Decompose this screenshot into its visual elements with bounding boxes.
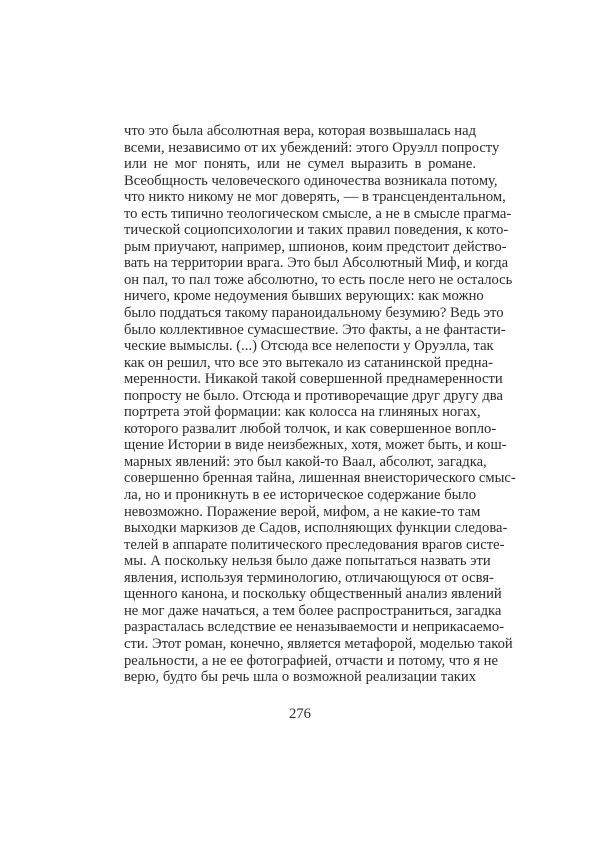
text-line: вать на территории врага. Это был Абсолютный Миф, и когда — [124, 255, 509, 272]
text-line: выходки маркизов де Садов, исполняющих функции следова- — [124, 520, 508, 537]
text-line: которого развалит любой толчок, и как совершенное вопло- — [124, 420, 497, 437]
text-line: марных явлений: это был какой-то Ваал, абсолют, загадка, — [124, 453, 487, 470]
text-line: попросту не было. Отсюда и противоречащие друг другу два — [124, 387, 503, 404]
text-line: разрасталась вследствие ее неназываемости и неприкасаемо- — [124, 619, 505, 636]
text-line: Всеобщность человеческого одиночества возникала потому, — [124, 172, 498, 189]
text-line: меренности. Никакой такой совершенной преднамеренности — [124, 371, 503, 388]
text-line: невозможно. Поражение верой, мифом, а не какие-то там — [124, 503, 481, 520]
text-line: что это была абсолютная вера, которая возвышалась над — [124, 123, 476, 139]
text-line: как он решил, что все это вытекало из сатанинской предна- — [124, 354, 493, 371]
text-line: не мог даже начаться, а тем более распространиться, загадка — [124, 602, 502, 619]
text-line: тической социопсихологии и таких правил поведения, к кото- — [124, 222, 509, 239]
text-line: всеми, независимо от их убеждений: этого Оруэлл попросту — [124, 139, 500, 156]
page-number: 276 — [289, 706, 311, 722]
text-line: было поддаться такому параноидальному безумию? Ведь это — [124, 305, 504, 322]
text-line: щенного канона, и поскольку общественный анализ явлений — [124, 586, 502, 603]
text-line: ла, но и проникнуть в ее историческое содержание было — [124, 487, 476, 504]
text-line: рым приучают, например, шпионов, коим предстоит действо- — [124, 238, 507, 255]
text-line: что никто никому не мог доверять, — в трансцендентальном, — [124, 189, 506, 206]
text-line: было коллективное сумасшествие. Это факты, а не фантасти- — [124, 321, 506, 338]
text-line: мы. А поскольку нельзя было даже попытаться назвать эти — [124, 553, 491, 570]
text-line: щение Истории в виде неизбежных, хотя, может быть, и кош- — [124, 437, 507, 454]
text-line: ничего, кроме недоумения бывших верующих: как можно — [124, 288, 484, 305]
text-line: явления, используя терминологию, отличающуюся от освя- — [124, 569, 494, 586]
text-line: он пал, то пал тоже абсолютно, то есть после него не осталось — [124, 271, 513, 288]
text-line: реальности, а не ее фотографией, отчасти и потому, что я не — [124, 652, 498, 669]
body-text — [124, 123, 516, 686]
text-line: или не мог понять, или не сумел выразить в романе. — [124, 156, 476, 173]
text-line: то есть типично теологическом смысле, а не в смысле прагма- — [124, 205, 512, 222]
text-line: совершенно бренная тайна, лишенная внеисторического смыс- — [124, 470, 516, 487]
text-line: портрета этой формации: как колосса на глиняных ногах, — [124, 404, 481, 421]
text-line: телей в аппарате политического преследования врагов систе- — [124, 536, 505, 553]
text-line: сти. Этот роман, конечно, является метафорой, моделью такой — [124, 635, 513, 652]
text-line: ческие вымыслы. (...) Отсюда все нелепости у Оруэлла, так — [124, 338, 494, 355]
text-line: верю, будто бы речь шла о возможной реализации таких — [124, 669, 476, 686]
